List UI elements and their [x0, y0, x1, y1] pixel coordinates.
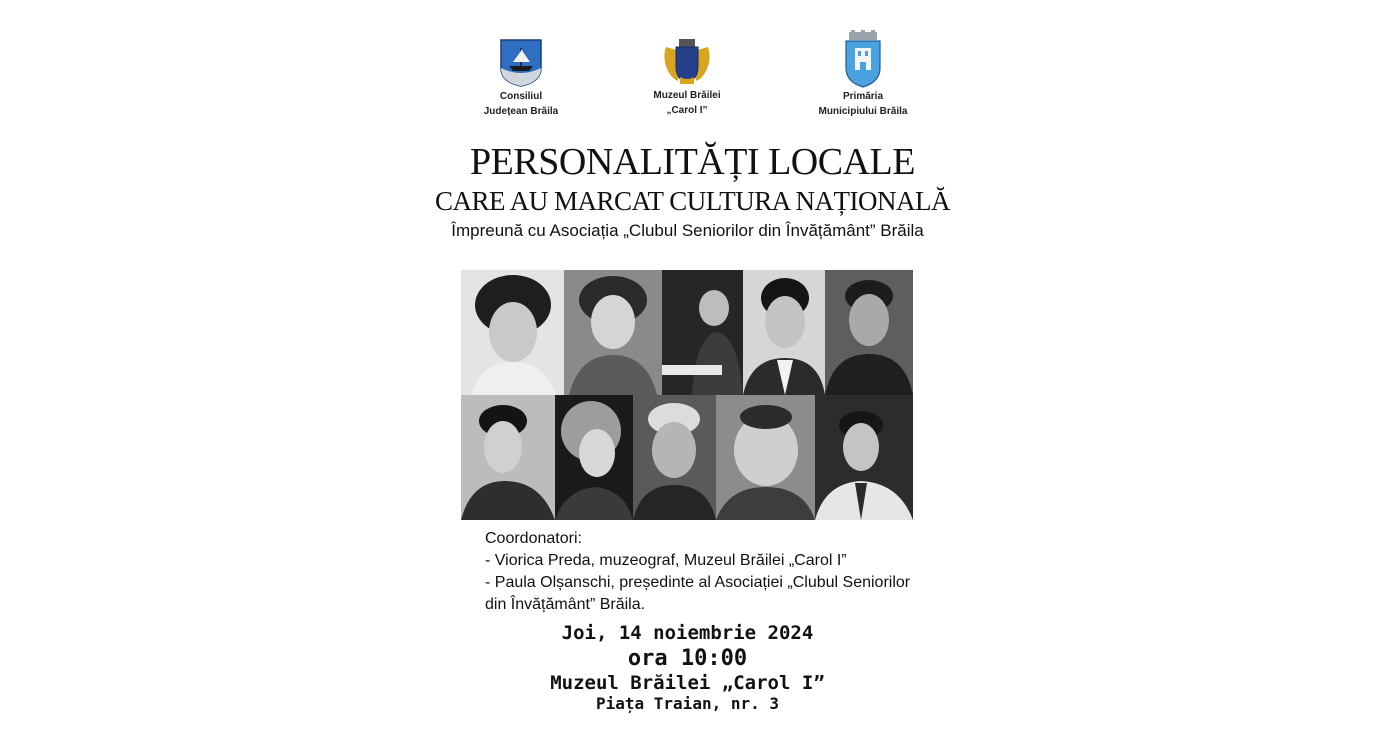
event-venue: Muzeul Brăilei „Carol I” — [550, 672, 825, 694]
portrait-photo — [461, 270, 564, 395]
partner-line: Împreună cu Asociația „Clubul Seniorilor din Învățământ” Brăila — [451, 221, 924, 240]
coordinator-line: din Învățământ” Brăila. — [485, 596, 646, 613]
county-crest-ship-icon — [499, 38, 543, 88]
city-hall-caption-1: Primăria — [842, 91, 884, 102]
coordinators-heading: Coordonatori: — [485, 530, 582, 547]
portrait-photo — [461, 395, 555, 520]
city-hall-caption-2: Municipiului Brăila — [818, 106, 908, 117]
portrait-collage — [461, 270, 913, 520]
portrait-photo — [662, 270, 743, 395]
poster-title: PERSONALITĂȚI LOCALE — [470, 141, 915, 183]
museum-caption-1: Muzeul Brăilei — [653, 90, 721, 101]
county-council-caption-1: Consiliul — [499, 91, 543, 102]
poster-subtitle-line: CARE AU MARCAT CULTURA NAȚIONALĂ — [434, 186, 951, 216]
coordinator-line: - Paula Olșanschi, președinte al Asociației „Clubul Seniorilor — [485, 574, 911, 591]
county-council-logo — [446, 38, 596, 118]
county-council-caption-2: Județean Brăila — [483, 106, 559, 117]
portrait-photo — [633, 395, 716, 520]
coordinators-block — [485, 528, 925, 616]
event-time: ora 10:00 — [627, 646, 748, 671]
portrait-photo — [555, 395, 633, 520]
event-address: Piața Traian, nr. 3 — [595, 694, 780, 713]
museum-crest-lions-icon — [660, 37, 714, 87]
museum-logo — [612, 37, 762, 117]
event-date: Joi, 14 noiembrie 2024 — [561, 622, 814, 644]
portrait-photo — [815, 395, 913, 520]
portrait-photo — [743, 270, 825, 395]
portrait-photo — [564, 270, 662, 395]
museum-caption-2: „Carol I” — [666, 105, 708, 116]
city-hall-logo — [788, 30, 938, 118]
portrait-photo — [716, 395, 815, 520]
coordinator-line: - Viorica Preda, muzeograf, Muzeul Brăilei „Carol I” — [485, 552, 847, 569]
portrait-photo — [825, 270, 913, 395]
city-crest-tower-icon — [843, 30, 883, 88]
